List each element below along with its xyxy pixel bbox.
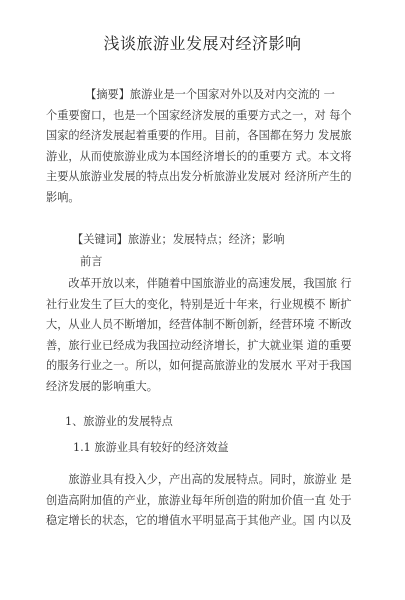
abstract-line: 个重要窗口，也是一个国家经济发展的重要方式之一，对 每个	[46, 108, 352, 122]
intro-heading: 前言	[80, 255, 103, 268]
intro-line: 善，旅行业已经成为我国拉动经济增长，扩大就业渠 道的重要	[46, 338, 352, 352]
keywords-line: 【关键词】旅游业；发展特点；经济；影响	[72, 233, 285, 246]
abstract-paragraph	[46, 85, 366, 209]
section1-heading: 1、旅游业的发展特点	[65, 415, 173, 428]
intro-line: 的服务行业之一。所以，如何提高旅游业的发展水 平对于我国	[46, 359, 352, 373]
abstract-line: 国家的经济发展起着重要的作用。目前，各国都在努力 发展旅	[46, 129, 352, 143]
intro-line: 大，从业人员不断增加，经营体制不断创新，经营环境 不断改	[46, 318, 352, 332]
abstract-line: 【摘要】旅游业是一个国家对外以及对内交流的 一	[46, 88, 335, 101]
section11-paragraph	[46, 470, 366, 532]
abstract-line: 主要从旅游业发展的特点出发分析旅游业发展对 经济所产生的	[46, 170, 352, 184]
abstract-line: 影响。	[46, 190, 80, 204]
intro-line: 经济发展的影响重大。	[46, 379, 158, 393]
intro-line: 社行业发生了巨大的变化，特别是近十年来，行业规模不 断扩	[46, 297, 352, 311]
section11-line: 稳定增长的状态，它的增值水平明显高于其他产业。国 内以及	[46, 514, 352, 528]
section11-line: 创造高附加值的产业，旅游业每年所创造的附加价值一直 处于	[46, 493, 352, 507]
intro-line: 改革开放以来，伴随着中国旅游业的高速发展，我国旅 行	[46, 277, 352, 290]
intro-paragraph	[46, 274, 366, 398]
abstract-line: 游业，从而使旅游业成为本国经济增长的的重要方 式。本文将	[46, 149, 352, 163]
document-title: 浅谈旅游业发展对经济影响	[103, 34, 302, 53]
section11-heading: 1.1 旅游业具有较好的经济效益	[73, 441, 229, 454]
section11-line: 旅游业具有投入少，产出高的发展特点。同时，旅游业 是	[46, 473, 352, 486]
